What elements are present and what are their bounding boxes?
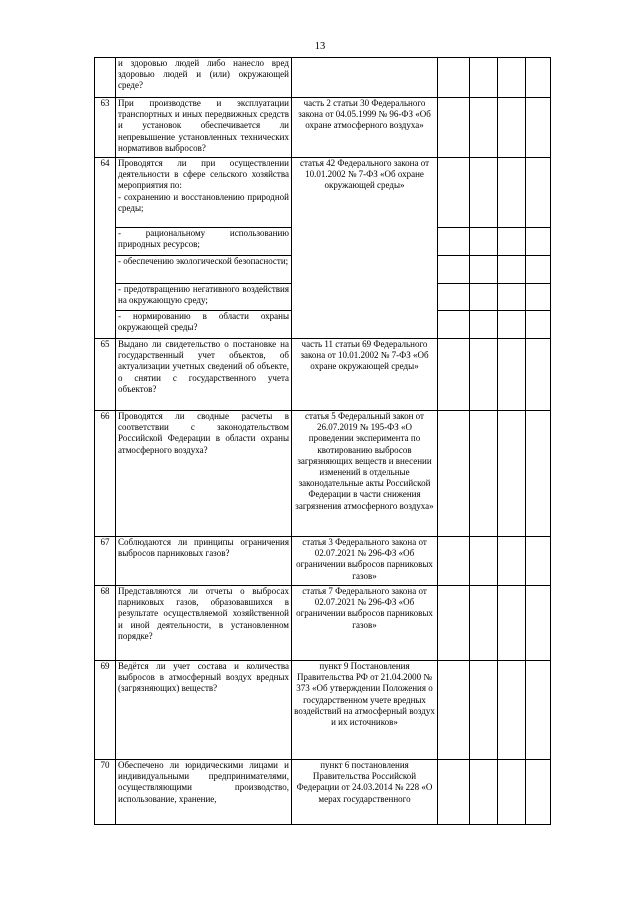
answer-cell-no[interactable] [470, 284, 498, 311]
table-row [95, 411, 551, 537]
row-number: 65 [95, 339, 116, 411]
table-row [95, 661, 551, 760]
legal-reference: пункт 9 Постановления Правительства РФ от 21.04.2000 № 373 «Об утверждении Положения о государственном учете вредных воздействий на атмосферный воздух и их источников» [292, 661, 438, 760]
answer-cell-no[interactable] [470, 98, 498, 158]
note-cell[interactable] [526, 98, 551, 158]
answer-cell-no[interactable] [470, 339, 498, 411]
legal-reference: статья 5 Федеральный закон от 26.07.2019 № 195-ФЗ «О проведении эксперимента по квотированию выбросов загрязняющих веществ и внесении изменений в отдельные законодательные акты Российской Федерации в части снижения загрязнения атмосферного воздуха» [292, 411, 438, 537]
legal-reference: часть 2 статьи 30 Федерального закона от 04.05.1999 № 96-ФЗ «Об охране атмосферного воздуха» [292, 98, 438, 158]
row-number: 68 [95, 586, 116, 661]
answer-cell-na[interactable] [498, 339, 526, 411]
answer-cell-no[interactable] [470, 760, 498, 825]
answer-cell-yes[interactable] [438, 311, 470, 339]
note-cell[interactable] [526, 411, 551, 537]
note-cell[interactable] [526, 256, 551, 284]
answer-cell-yes[interactable] [438, 256, 470, 284]
subitem-text: - рациональному использованию природных ресурсов; [116, 228, 292, 256]
requirement-text: и здоровью людей либо нанесло вред здоровью людей и (или) окружающей среде? [116, 58, 292, 98]
answer-cell-no[interactable] [470, 158, 498, 228]
checklist-table [94, 57, 551, 825]
note-cell[interactable] [526, 284, 551, 311]
note-cell[interactable] [526, 586, 551, 661]
answer-cell-na[interactable] [498, 760, 526, 825]
requirement-lead: Проводятся ли при осуществлении деятельности в сфере сельского хозяйства мероприятия по: [118, 158, 289, 191]
answer-cell-na[interactable] [498, 537, 526, 586]
row-number: 64 [95, 158, 116, 339]
legal-reference: статья 42 Федерального закона от 10.01.2002 № 7-ФЗ «Об охране окружающей среды» [292, 158, 438, 339]
subitem-text: - нормированию в области охраны окружающей среды? [116, 311, 292, 339]
requirement-text: Проводятся ли сводные расчеты в соответствии с законодательством Российской Федерации в области охраны атмосферного воздуха? [116, 411, 292, 537]
answer-cell-na[interactable] [498, 586, 526, 661]
row-number: 66 [95, 411, 116, 537]
table-row [95, 760, 551, 825]
answer-cell-no[interactable] [470, 228, 498, 256]
requirement-text [116, 158, 292, 228]
answer-cell-yes[interactable] [438, 537, 470, 586]
note-cell[interactable] [526, 760, 551, 825]
requirement-text: При производстве и эксплуатации транспортных и иных передвижных средств и установок обеспечивается ли непревышение установленных технических нормативов выбросов? [116, 98, 292, 158]
answer-cell-na[interactable] [498, 411, 526, 537]
answer-cell-yes[interactable] [438, 661, 470, 760]
answer-cell-no[interactable] [470, 311, 498, 339]
answer-cell-yes[interactable] [438, 411, 470, 537]
table-row [95, 158, 551, 228]
answer-cell-no[interactable] [470, 661, 498, 760]
answer-cell-no[interactable] [470, 58, 498, 98]
requirement-text: Выдано ли свидетельство о постановке на государственный учет объектов, об актуализации учетных сведений об объекте, о снятии с государственного учета объектов? [116, 339, 292, 411]
answer-cell-no[interactable] [470, 586, 498, 661]
requirement-text: Ведётся ли учет состава и количества выбросов в атмосферный воздух вредных (загрязняющих) веществ? [116, 661, 292, 760]
table-row [95, 98, 551, 158]
subitem-text: - предотвращению негативного воздействия на окружающую среду; [116, 284, 292, 311]
answer-cell-yes[interactable] [438, 760, 470, 825]
answer-cell-no[interactable] [470, 411, 498, 537]
answer-cell-yes[interactable] [438, 158, 470, 228]
note-cell[interactable] [526, 339, 551, 411]
requirement-text: Обеспечено ли юридическими лицами и индивидуальными предпринимателями, осуществляющими производство, использование, хранение, [116, 760, 292, 825]
answer-cell-na[interactable] [498, 311, 526, 339]
subitem-text: - обеспечению экологической безопасности; [116, 256, 292, 284]
row-number: 67 [95, 537, 116, 586]
table-row [95, 537, 551, 586]
row-number [95, 58, 116, 98]
legal-reference: часть 11 статьи 69 Федерального закона от 10.01.2002 № 7-ФЗ «Об охране окружающей среды» [292, 339, 438, 411]
requirement-text: Представляются ли отчеты о выбросах парниковых газов, образовавшихся в результате осуществляемой хозяйственной и иной деятельности, в установленном порядке? [116, 586, 292, 661]
answer-cell-yes[interactable] [438, 58, 470, 98]
subitem-text: - сохранению и восстановлению природной среды; [118, 191, 289, 213]
row-number: 69 [95, 661, 116, 760]
row-number: 63 [95, 98, 116, 158]
answer-cell-na[interactable] [498, 256, 526, 284]
table-row [95, 58, 551, 98]
answer-cell-na[interactable] [498, 661, 526, 760]
legal-reference: статья 7 Федерального закона от 02.07.2021 № 296-ФЗ «Об ограничении выбросов парниковых газов» [292, 586, 438, 661]
table-row [95, 339, 551, 411]
note-cell[interactable] [526, 537, 551, 586]
legal-reference: статья 3 Федерального закона от 02.07.2021 № 296-ФЗ «Об ограничении выбросов парниковых газов» [292, 537, 438, 586]
answer-cell-na[interactable] [498, 58, 526, 98]
answer-cell-no[interactable] [470, 256, 498, 284]
answer-cell-yes[interactable] [438, 284, 470, 311]
answer-cell-yes[interactable] [438, 586, 470, 661]
answer-cell-no[interactable] [470, 537, 498, 586]
answer-cell-yes[interactable] [438, 228, 470, 256]
requirement-text: Соблюдаются ли принципы ограничения выбросов парниковых газов? [116, 537, 292, 586]
legal-reference: пункт 6 постановления Правительства Российской Федерации от 24.03.2014 № 228 «О мерах государственного [292, 760, 438, 825]
answer-cell-na[interactable] [498, 284, 526, 311]
row-number: 70 [95, 760, 116, 825]
note-cell[interactable] [526, 58, 551, 98]
note-cell[interactable] [526, 311, 551, 339]
note-cell[interactable] [526, 661, 551, 760]
note-cell[interactable] [526, 158, 551, 228]
answer-cell-yes[interactable] [438, 339, 470, 411]
answer-cell-na[interactable] [498, 228, 526, 256]
answer-cell-yes[interactable] [438, 98, 470, 158]
page-number: 13 [314, 41, 326, 52]
legal-reference [292, 58, 438, 98]
answer-cell-na[interactable] [498, 158, 526, 228]
answer-cell-na[interactable] [498, 98, 526, 158]
table-row [95, 586, 551, 661]
note-cell[interactable] [526, 228, 551, 256]
